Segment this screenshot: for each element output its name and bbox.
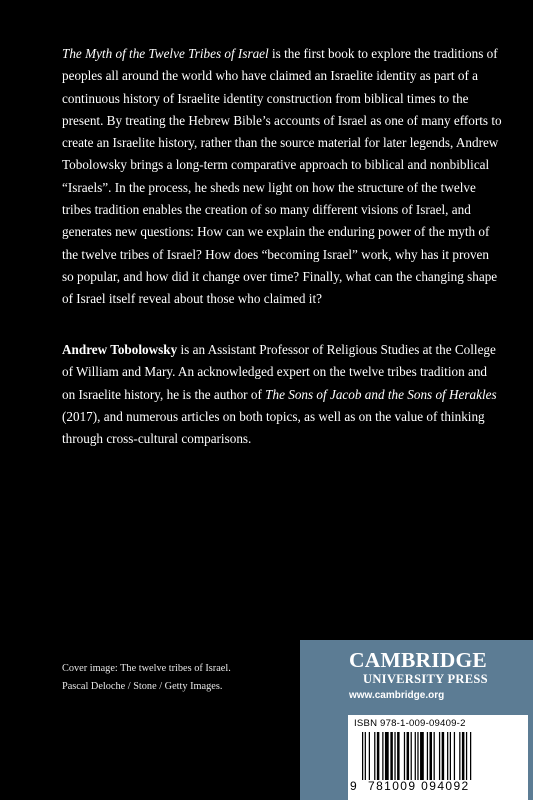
author-bio <box>62 339 502 450</box>
bio-text-1: is an Assistant Professor of Religious Studies at the College of William and Mary. An acknowledged expert on the twelve tribes tradition and on Israelite history, he is the author of <box>62 342 496 402</box>
ean-digits: 781009 094092 <box>368 779 470 793</box>
barcode-box <box>348 715 528 800</box>
isbn-label: ISBN 978-1-009-09409-2 <box>354 718 466 729</box>
cover-credit-line1: Cover image: The twelve tribes of Israel. <box>62 663 231 674</box>
ean-first-digit: 9 <box>350 779 357 793</box>
publisher-subname: UNIVERSITY PRESS <box>363 672 488 686</box>
cover-credit-line2: Pascal Deloche / Stone / Getty Images. <box>62 681 223 692</box>
bio-text-2: (2017), and numerous articles on both topics, as well as on the value of thinking through cross-cultural comparisons. <box>62 408 485 447</box>
author-name: Andrew Tobolowsky <box>62 342 178 357</box>
book-title: The Myth of the Twelve Tribes of Israel <box>62 46 269 61</box>
book-description <box>62 43 502 311</box>
publisher-url: www.cambridge.org <box>349 690 445 701</box>
barcode-icon <box>362 732 512 784</box>
publisher-name: CAMBRIDGE <box>349 648 487 672</box>
author-book-title: The Sons of Jacob and the Sons of Herakles <box>265 386 497 402</box>
description-text: is the first book to explore the traditions of peoples all around the world who have claimed an Israelite identity as part of a continuous history of Israelite identity construction from biblical times to the present. By treating the Hebrew Bible’s accounts of Israel as one of many efforts to create an Israelite history, rather than the source material for later legends, Andrew Tobolowsky brings a long-term comparative approach to biblical and nonbiblical “Israels”. In the process, he sheds new light on how the structure of the twelve tribes tradition enables the creation of so many different visions of Israel, and generates new questions: How can we explain the enduring power of the myth of the twelve tribes of Israel? How does “becoming Israel” work, why has it proven so popular, and how did it change over time? Finally, what can the changing shape of Israel itself reveal about those who claimed it? <box>62 46 502 307</box>
publisher-panel <box>300 640 533 800</box>
cover-credit <box>62 660 292 696</box>
